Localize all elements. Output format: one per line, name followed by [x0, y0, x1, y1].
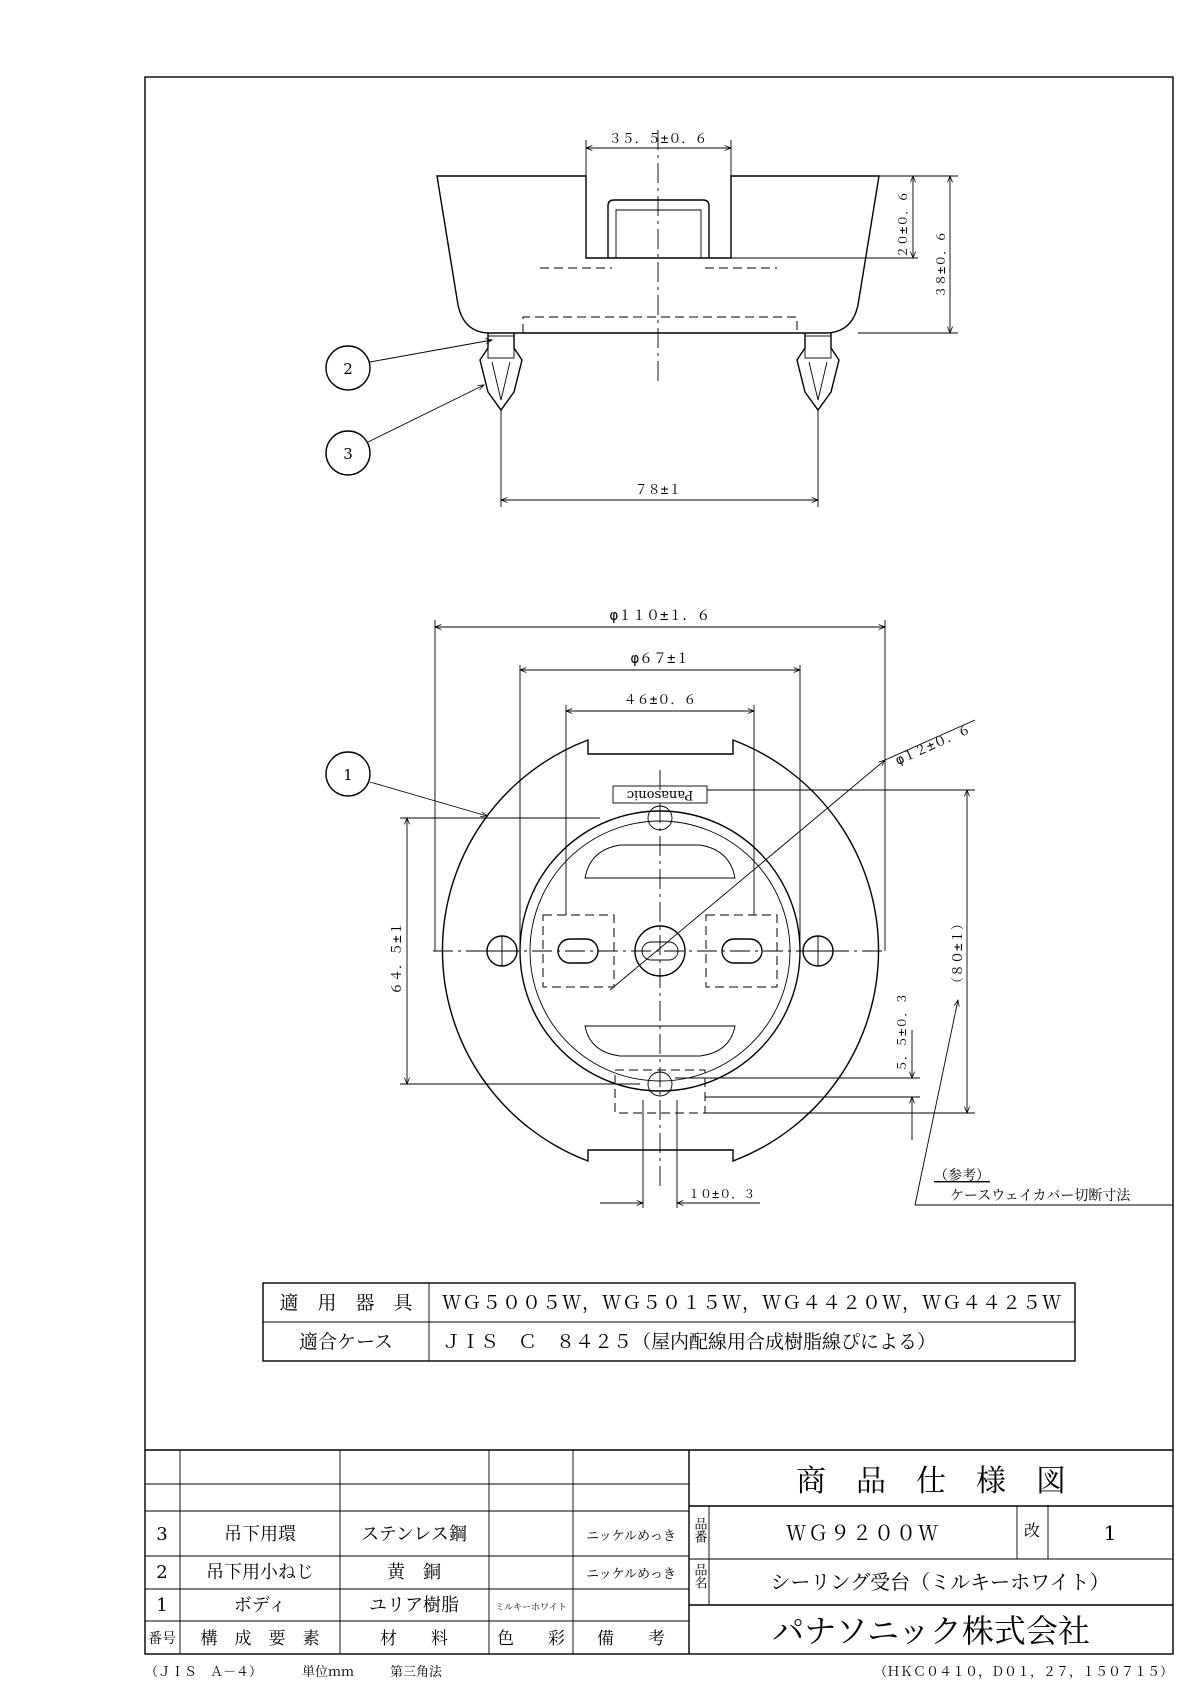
- revision: 1: [1103, 1521, 1117, 1545]
- hanging-ring-left: [480, 333, 522, 410]
- dim-width-46: ４６±０．６: [623, 693, 697, 708]
- part-1-component: ボディ: [233, 1595, 287, 1616]
- side-view: [326, 130, 958, 507]
- ring-handle-inner: [616, 210, 701, 258]
- part-3-remarks: ニッケルめっき: [586, 1529, 676, 1544]
- header-color: 色 彩: [497, 1629, 565, 1649]
- callout-2: 2: [343, 360, 353, 378]
- spec-row-2-label: 適合ケース: [298, 1331, 394, 1353]
- callout-3: 3: [343, 445, 353, 463]
- ring-handle: [608, 200, 709, 258]
- revision-label: 改: [1023, 1521, 1041, 1540]
- company-name: パナソニック株式会社: [772, 1612, 1090, 1650]
- title-block: [689, 1464, 1173, 1650]
- part-name: シーリング受台（ミルキーホワイト）: [770, 1570, 1110, 1594]
- part-no: ＷＧ９２００Ｗ: [786, 1521, 940, 1545]
- sheet-border: [145, 77, 1173, 1654]
- part-2-remarks: ニッケルめっき: [586, 1567, 676, 1582]
- part-2-material: 黄 銅: [387, 1562, 441, 1583]
- dim-top-width: ３５．５±０．６: [608, 132, 708, 147]
- dim-height-inner: ２０±０．６: [896, 190, 910, 258]
- part-3-component: 吊下用環: [224, 1524, 296, 1545]
- part-1-no: 1: [156, 1595, 168, 1616]
- footer-paper: （ＪＩＳ Ａ－４）: [145, 1665, 263, 1680]
- hidden-base: [523, 317, 797, 333]
- part-2-no: 2: [156, 1562, 168, 1583]
- header-component: 構 成 要 素: [200, 1629, 320, 1649]
- header-no: 番号: [148, 1631, 176, 1647]
- part-no-label: 品番: [691, 1517, 707, 1543]
- dim-dia-mid: φ６７±１: [630, 651, 690, 667]
- footer-unit: 単位ｍｍ: [302, 1665, 355, 1680]
- plan-view: [326, 608, 1173, 1208]
- part-3-no: 3: [156, 1524, 168, 1545]
- dim-height-64: ６４．５±１: [390, 922, 405, 995]
- dim-height-total: ３８±０．６: [934, 230, 948, 298]
- header-material: 材 料: [380, 1629, 448, 1649]
- name-label: 品名: [691, 1563, 707, 1589]
- part-3-material: ステンレス鋼: [361, 1524, 467, 1545]
- dim-gap-55: ５．５±０．３: [895, 992, 909, 1072]
- dim-span: ７８±１: [634, 483, 682, 498]
- callout-1: 1: [343, 766, 353, 784]
- part-1-color: ミルキーホワイト: [495, 1603, 567, 1613]
- dim-width-10: １０±０．３: [688, 1187, 756, 1201]
- brand-mark: Panasonic: [626, 787, 694, 802]
- hanging-ring-right: [797, 333, 839, 410]
- dim-dia-hole: φ１２±０．６: [893, 722, 974, 769]
- dim-dia-outer: φ１１０±１．６: [609, 608, 711, 624]
- header-remarks: 備 考: [597, 1629, 665, 1649]
- spec-row-1-label: 適 用 器 具: [279, 1292, 413, 1314]
- footer-projection: 第三角法: [390, 1665, 443, 1680]
- part-2-component: 吊下用小ねじ: [206, 1562, 314, 1583]
- footer-doc-code: （ＨＫＣ０４１０，Ｄ０１，２７，１５０７１５）: [873, 1665, 1173, 1680]
- spec-row-1-value: ＷＧ５００５Ｗ，ＷＧ５０１５Ｗ，ＷＧ４４２０Ｗ，ＷＧ４４２５Ｗ: [442, 1292, 1063, 1314]
- dim-height-80: （８０±１）: [951, 917, 966, 990]
- spec-table: [263, 1283, 1075, 1361]
- spec-row-2-value: ＪＩＳ Ｃ ８４２５（屋内配線用合成樹脂線ぴによる）: [442, 1331, 937, 1353]
- drawing-title: 商 品 仕 様 図: [796, 1464, 1066, 1499]
- reference-note-text: ケースウェイカバー切断寸法: [950, 1188, 1131, 1204]
- part-1-material: ユリア樹脂: [369, 1595, 459, 1616]
- reference-note-title: （参考）: [934, 1168, 990, 1184]
